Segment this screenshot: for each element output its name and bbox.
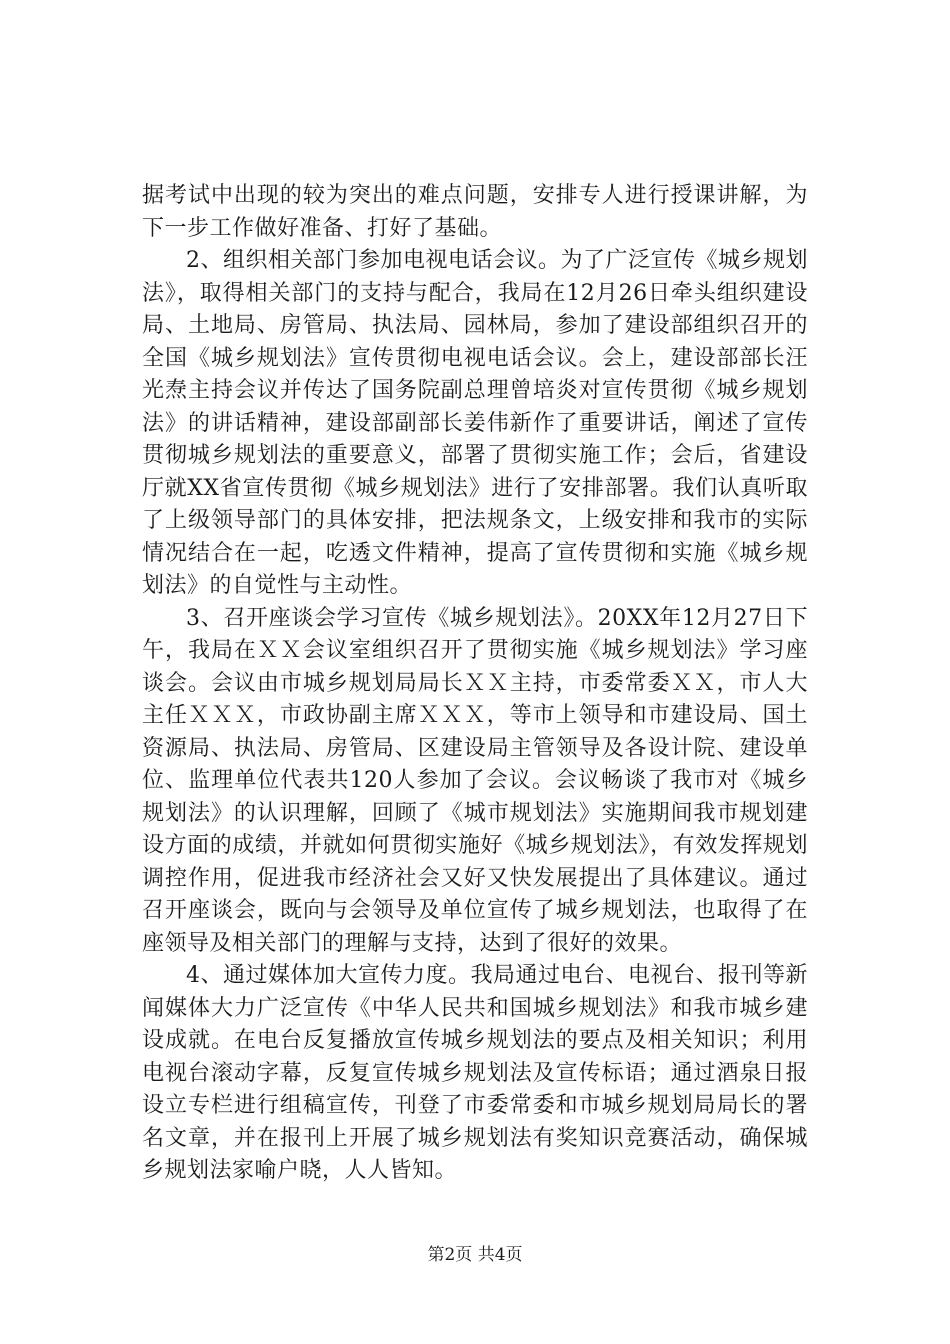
- document-body: [142, 180, 808, 1188]
- page-number-footer: 第2页 共4页: [427, 1245, 523, 1265]
- paragraph-tv-conference: 2、组织相关部门参加电视电话会议。为了广泛宣传《城乡规划法》，取得相关部门的支持与配合，我局在12月26日牵头组织建设局、土地局、房管局、执法局、园林局，参加了建设部组织召开的全国《城乡规划法》宣传贯彻电视电话会议。会上，建设部部长汪光焘主持会议并传达了国务院副总理曾培炎对宣传贯彻《城乡规划法》的讲话精神，建设部副部长姜伟新作了重要讲话，阐述了宣传贯彻城乡规划法的重要意义，部署了贯彻实施工作；会后，省建设厅就XX省宣传贯彻《城乡规划法》进行了安排部署。我们认真听取了上级领导部门的具体安排，把法规条文，上级安排和我市的实际情况结合在一起，吃透文件精神，提高了宣传贯彻和实施《城乡规划法》的自觉性与主动性。: [142, 248, 808, 598]
- paragraph-media-publicity: 4、通过媒体加大宣传力度。我局通过电台、电视台、报刊等新闻媒体大力广泛宣传《中华人民共和国城乡规划法》和我市城乡建设成就。在电台反复播放宣传城乡规划法的要点及相关知识；利用电视台滚动字幕，反复宣传城乡规划法及宣传标语；通过酒泉日报设立专栏进行组稿宣传，刊登了市委常委和市城乡规划局局长的署名文章，并在报刊上开展了城乡规划法有奖知识竞赛活动，确保城乡规划法家喻户晓，人人皆知。: [142, 963, 808, 1183]
- paragraph-symposium: 3、召开座谈会学习宣传《城乡规划法》。20XX年12月27日下午，我局在ＸＸ会议室组织召开了贯彻实施《城乡规划法》学习座谈会。会议由市城乡规划局局长ＸＸ主持，市委常委ＸＸ，市人大主任ＸＸＸ，市政协副主席ＸＸＸ，等市上领导和市建设局、国土资源局、执法局、房管局、区建设局主管领导及各设计院、建设单位、监理单位代表共120人参加了会议。会议畅谈了我市对《城乡规划法》的认识理解，回顾了《城市规划法》实施期间我市规划建设方面的成绩，并就如何贯彻实施好《城乡规划法》，有效发挥规划调控作用，促进我市经济社会又好又快发展提出了具体建议。通过召开座谈会，既向与会领导及单位宣传了城乡规划法，也取得了在座领导及相关部门的理解与支持，达到了很好的效果。: [142, 605, 808, 956]
- paragraph-continued: 据考试中出现的较为突出的难点问题，安排专人进行授课讲解，为下一步工作做好准备、打好了基础。: [142, 183, 808, 241]
